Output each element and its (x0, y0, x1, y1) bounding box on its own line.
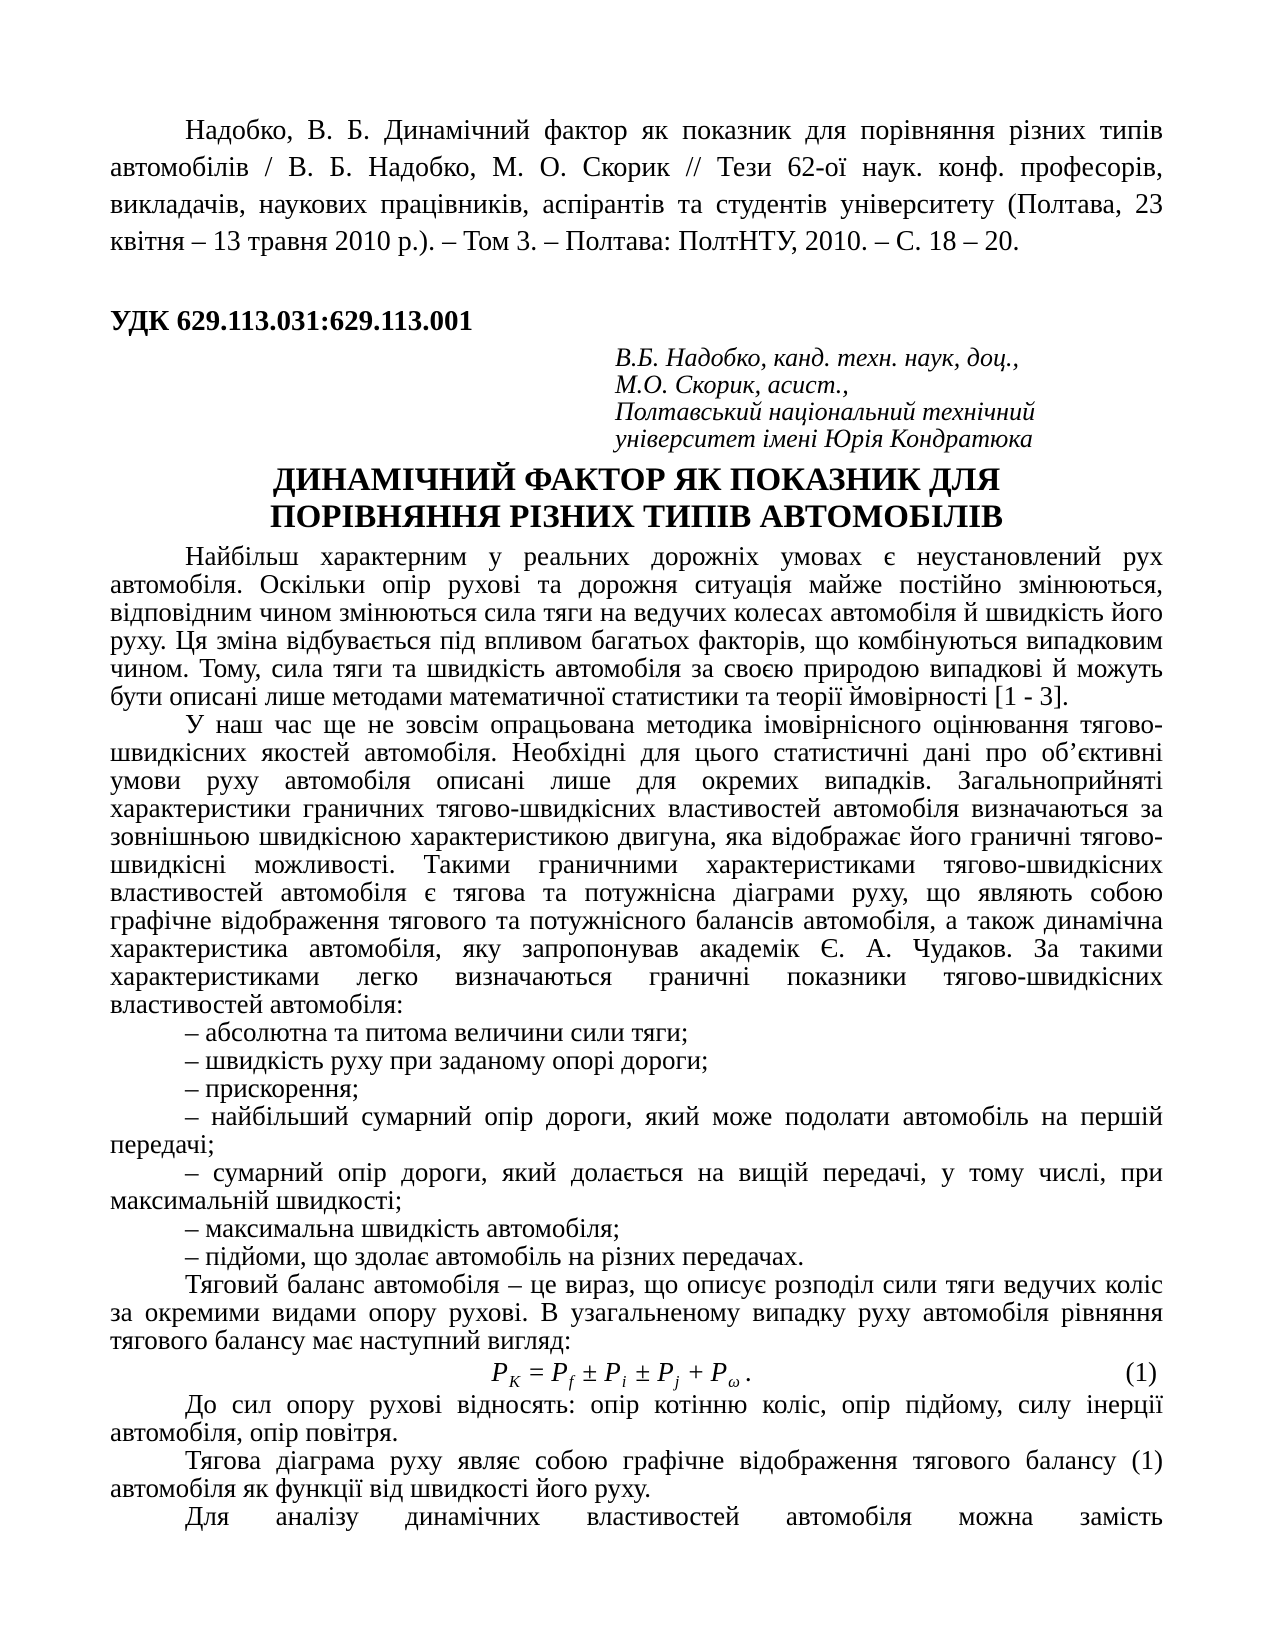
list-item-1: – абсолютна та питома величини сили тяги; (185, 1017, 689, 1047)
eq-plus-minus-1: ± (582, 1357, 598, 1387)
paragraph-resistance-forces: До сил опору рухові відносять: опір котінню коліс, опір підйому, силу інерції автомобіля, опір повітря. (110, 1389, 1163, 1447)
paragraph-traction-balance: Тяговий баланс автомобіля – це вираз, що описує розподіл сили тяги ведучих коліс за окремими видами опору рухові. В узагальненому випадку руху автомобіля рівняння тягового балансу має наступний вигляд: (110, 1269, 1163, 1355)
equation-expression (491, 1357, 752, 1392)
list-item-3: – прискорення; (185, 1073, 360, 1103)
eq-sub-omega: ω (728, 1372, 740, 1392)
list-item-5: – сумарний опір дороги, який долається на вищій передачі, у тому числі, при максимальній швидкості; (110, 1157, 1163, 1215)
equation-number: (1) (1125, 1357, 1157, 1387)
eq-var-pk-base: P (491, 1357, 508, 1387)
eq-sub-i: i (621, 1372, 627, 1392)
author-line-1: В.Б. Надобко, канд. техн. наук, доц., (615, 343, 1019, 372)
eq-var-pi-base: P (604, 1357, 621, 1387)
paragraph-analysis-start: Для аналізу динамічних властивостей автомобіля можна замість (185, 1501, 1163, 1531)
paragraph-intro: Найбільш характерним у реальних дорожніх умовах є неустановлений рух автомобіля. Оскільки опір рухові та дорожня ситуація майже постійно змінюються, відповідним чином змінюються сила тяги на ведучих колесах автомобіля й швидкість його руху. Ця зміна відбувається під впливом багатьох факторів, що комбінуються випадковим чином. Тому, сила тяги та швидкість автомобіля за своєю природою випадкові й можуть бути описані лише методами математичної статистики та теорії ймовірності [1 - 3]. (110, 541, 1163, 711)
bibliographic-citation: Надобко, В. Б. Динамічний фактор як показник для порівняння різних типів автомобілів / В. Б. Надобко, М. О. Скорик // Тези 62-ої наук. конф. професорів, викладачів, наукових працівників, аспірантів та студентів університету (Полтава, 23 квітня – 13 травня 2010 р.). – Том 3. – Полтава: ПолтНТУ, 2010. – С. 18 – 20. (110, 115, 1163, 257)
paper-title (110, 462, 1163, 536)
eq-plus: + (688, 1357, 704, 1387)
list-item-2: – швидкість руху при заданому опорі дороги; (185, 1045, 709, 1075)
eq-var-pj-base: P (657, 1357, 674, 1387)
eq-plus-minus-2: ± (635, 1357, 651, 1387)
affiliation-line-1: Полтавський національний технічний (615, 397, 1036, 426)
eq-period: . (744, 1357, 752, 1387)
paper-title-line-2: ПОРІВНЯННЯ РІЗНИХ ТИПІВ АВТОМОБІЛІВ (269, 499, 1004, 535)
author-block (615, 344, 1163, 452)
eq-sub-j: j (674, 1372, 680, 1392)
list-item-7: – підйоми, що здолає автомобіль на різних передачах. (185, 1241, 805, 1271)
list-item-6: – максимальна швидкість автомобіля; (185, 1213, 621, 1243)
author-line-2: М.О. Скорик, асист., (615, 370, 849, 399)
article-body (110, 542, 1163, 1530)
affiliation-line-2: університет імені Юрія Кондратюка (615, 424, 1033, 453)
list-item-4: – найбільший сумарний опір дороги, який може подолати автомобіль на першій передачі; (110, 1101, 1163, 1159)
udc-code: УДК 629.113.031:629.113.001 (110, 305, 474, 337)
eq-sub-f: f (568, 1372, 574, 1392)
paragraph-traction-diagram: Тягова діаграма руху являє собою графічне відображення тягового балансу (1) автомобіля як функції від швидкості його руху. (110, 1445, 1163, 1503)
eq-var-pf-base: P (551, 1357, 568, 1387)
paragraph-methodology: У наш час ще не зовсім опрацьована методика імовірнісного оцінювання тягово-швидкісних якостей автомобіля. Необхідні для цього статистичні дані про об’єктивні умови руху автомобіля описані лише для окремих випадків. Загальноприйняті характеристики граничних тягово-швидкісних властивостей автомобіля визначаються за зовнішньою швидкісною характеристикою двигуна, яка відображає його граничні тягово-швидкісні можливості. Такими граничними характеристиками тягово-швидкісних властивостей автомобіля є тягова та потужнісна діаграми руху, що являють собою графічне відображення тягового та потужнісного балансів автомобіля, а також динамічна характеристика автомобіля, яку запропонував академік Є. А. Чудаков. За такими характеристиками легко визначаються граничні показники тягово-швидкісних властивостей автомобіля: (110, 709, 1163, 1019)
equation (110, 1354, 1163, 1390)
eq-sub-k: K (508, 1372, 520, 1392)
paper-title-line-1: ДИНАМІЧНИЙ ФАКТОР ЯК ПОКАЗНИК ДЛЯ (272, 462, 1001, 498)
eq-var-pw-base: P (710, 1357, 728, 1387)
eq-equals: = (529, 1357, 545, 1387)
